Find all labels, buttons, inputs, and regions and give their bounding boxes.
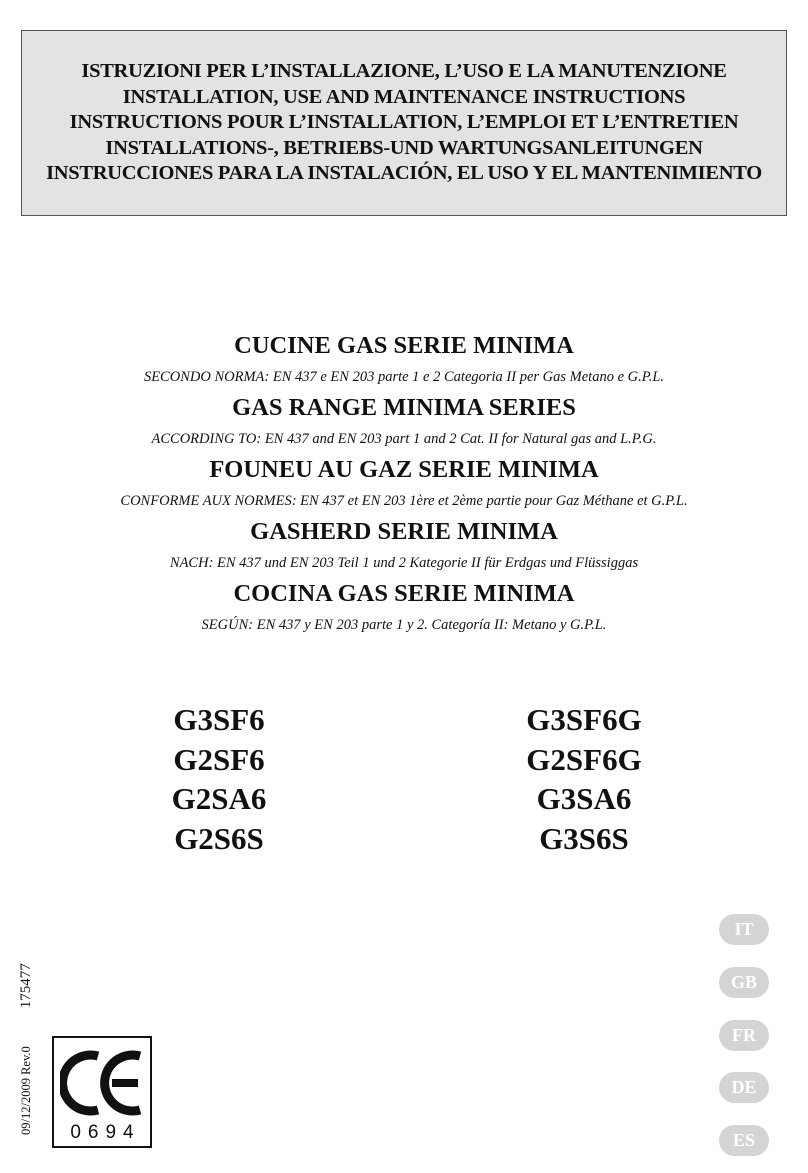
title-line-de: INSTALLATIONS-, BETRIEBS-UND WARTUNGSANLEITUNGEN [105,136,703,159]
product-title-fr: FOUNEU AU GAZ SERIE MINIMA [209,456,599,483]
model-code: G2SF6 [173,741,265,777]
standard-en: ACCORDING TO: EN 437 and EN 203 part 1 and 2 Cat. II for Natural gas and L.P.G. [151,431,657,447]
standard-de: NACH: EN 437 und EN 203 Teil 1 und 2 Kategorie II für Erdgas und Flüssiggas [169,555,639,571]
title-box [21,30,787,216]
model-code: G2SF6G [526,741,642,777]
ce-logo-icon [60,1048,146,1118]
standard-es: SEGÚN: EN 437 y EN 203 parte 1 y 2. Categoría II: Metano y G.P.L. [201,617,607,633]
language-badge-es: ES [719,1125,769,1156]
language-badge-gb: GB [719,967,769,998]
title-line-it: ISTRUZIONI PER L’INSTALLAZIONE, L’USO E LA MANUTENZIONE [81,60,727,83]
ce-mark [52,1036,152,1148]
title-line-es: INSTRUCCIONES PARA LA INSTALACIÓN, EL USO Y EL MANTENIMIENTO [46,162,762,185]
model-code: G2SA6 [171,781,267,816]
language-badge-it: IT [719,914,769,945]
title-line-fr: INSTRUCTIONS POUR L’INSTALLATION, L’EMPLOI ET L’ENTRETIEN [69,111,739,134]
notified-body-number: 0694 [70,1122,141,1143]
language-badge-de: DE [719,1072,769,1103]
product-title-es: COCINA GAS SERIE MINIMA [233,580,575,607]
product-title-it: CUCINE GAS SERIE MINIMA [234,332,574,359]
model-code: G3SA6 [536,781,632,816]
standard-it: SECONDO NORMA: EN 437 e EN 203 parte 1 e 2 Categoria II per Gas Metano e G.P.L. [143,369,665,385]
language-badge-fr: FR [719,1020,769,1051]
document-code [18,963,35,1135]
standard-fr: CONFORME AUX NORMES: EN 437 et EN 203 1ère et 2ème partie pour Gaz Méthane et G.P.L. [120,493,688,509]
model-code: G2S6S [174,820,264,856]
model-list-left [99,700,339,858]
model-code: G3S6S [539,820,629,856]
part-number: 175477 [18,963,34,1009]
product-title-en: GAS RANGE MINIMA SERIES [232,394,576,421]
product-titles [0,331,808,641]
model-code: G3SF6 [173,702,265,737]
product-title-de: GASHERD SERIE MINIMA [250,518,558,545]
model-list-right [464,700,704,858]
title-line-en: INSTALLATION, USE AND MAINTENANCE INSTRUCTIONS [122,85,686,108]
date-revision: 09/12/2009 Rev.0 [19,1046,33,1135]
model-code: G3SF6G [526,702,642,737]
